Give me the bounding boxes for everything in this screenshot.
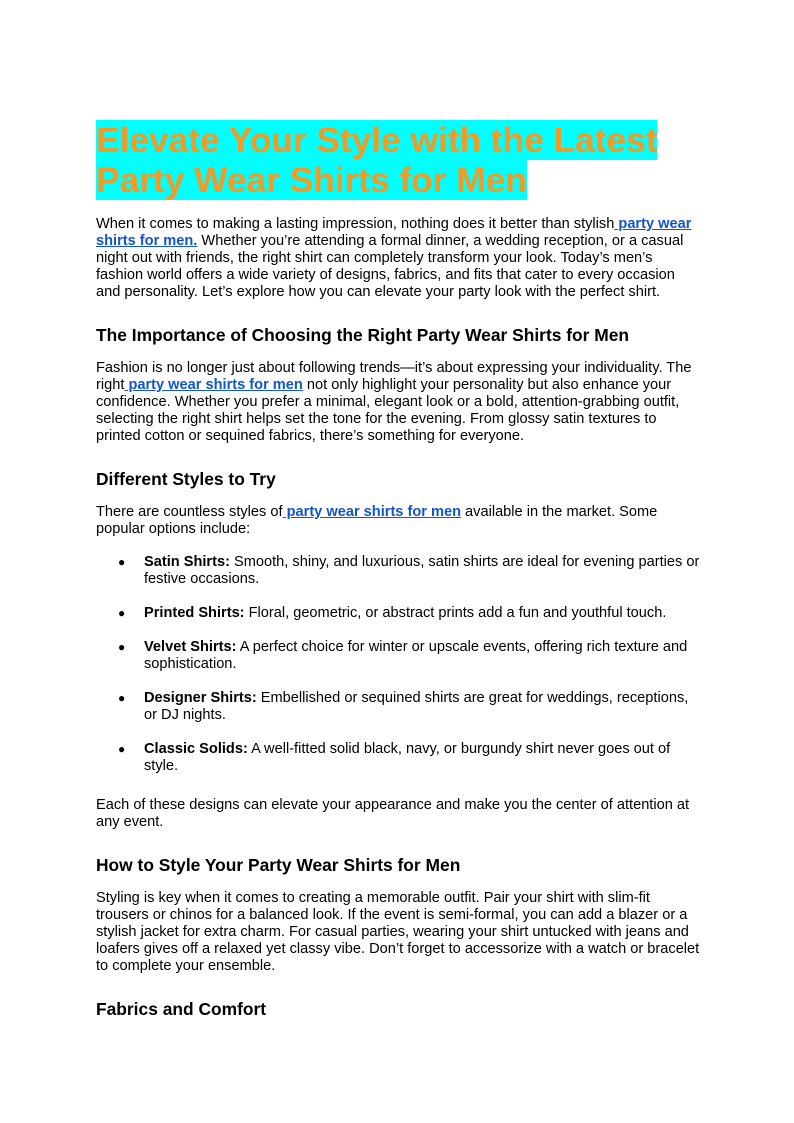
bullet-icon: ● — [118, 606, 126, 620]
document-page — [96, 120, 700, 1020]
fabrics-heading: Fabrics and Comfort — [96, 999, 267, 1019]
list-item-text: A perfect choice for winter or upscale events, offering rich texture and sophistication. — [144, 639, 688, 672]
bullet-icon: ● — [118, 555, 126, 569]
page-title — [96, 120, 700, 200]
bullet-icon: ● — [118, 640, 126, 654]
styles-text-before: There are countless styles of — [96, 504, 283, 520]
list-item — [96, 639, 700, 673]
styles-heading: Different Styles to Try — [96, 469, 276, 489]
bullet-icon: ● — [118, 742, 126, 756]
list-item — [96, 554, 700, 588]
list-item-text: Smooth, shiny, and luxurious, satin shirts are ideal for evening parties or festive occasions. — [144, 554, 700, 587]
list-item-name: Classic Solids: — [144, 741, 248, 757]
importance-text-before: Fashion is no longer just about following trends—it’s about expressing your individuality. The right — [96, 360, 692, 393]
importance-link[interactable]: party wear shirts for men — [124, 377, 303, 393]
importance-text-after: not only highlight your personality but also enhance your confidence. Whether you prefer a minimal, elegant look or a bold, attention-grabbing outfit, selecting the right shirt helps set the tone for the evening. From glossy satin textures to printed cotton or sequined fabrics, there’s something for everyone. — [96, 377, 680, 444]
importance-heading: The Importance of Choosing the Right Party Wear Shirts for Men — [96, 325, 630, 345]
intro-text-before: When it comes to making a lasting impression, nothing does it better than stylish — [96, 216, 615, 232]
list-item-name: Printed Shirts: — [144, 605, 245, 621]
title-line-2: Party Wear Shirts for Men — [96, 160, 527, 200]
list-item-text: Embellished or sequined shirts are great for weddings, receptions, or DJ nights. — [144, 690, 689, 723]
styles-text-after: available in the market. Some popular options include: — [96, 504, 658, 537]
intro-paragraph — [96, 216, 700, 301]
intro-link[interactable]: party wear shirts for men. — [96, 216, 692, 249]
list-item-text: Floral, geometric, or abstract prints add a fun and youthful touch. — [244, 605, 667, 621]
list-item — [96, 741, 700, 775]
bullet-icon: ● — [118, 691, 126, 705]
styles-list — [96, 554, 700, 775]
styles-paragraph — [96, 504, 700, 538]
list-item — [96, 690, 700, 724]
styles-link[interactable]: party wear shirts for men — [282, 504, 461, 520]
title-line-1: Elevate Your Style with the Latest — [96, 120, 658, 160]
how-to-style-heading: How to Style Your Party Wear Shirts for Men — [96, 855, 461, 875]
styles-closing-paragraph: Each of these designs can elevate your appearance and make you the center of attention at any event. — [96, 797, 690, 830]
intro-text-after: Whether you’re attending a formal dinner, a wedding reception, or a casual night out with friends, the right shirt can completely transform your look. Today’s men’s fashion world offers a wide variety of designs, fabrics, and fits that cater to every occasion and personality. Let’s explore how you can elevate your party look with the perfect shirt. — [96, 233, 684, 300]
importance-paragraph — [96, 360, 700, 445]
list-item-name: Designer Shirts: — [144, 690, 257, 706]
how-to-style-paragraph: Styling is key when it comes to creating a memorable outfit. Pair your shirt with slim-fit trousers or chinos for a balanced look. If the event is semi-formal, you can add a blazer or a stylish jacket for extra charm. For casual parties, wearing your shirt untucked with jeans and loafers gives off a relaxed yet classy vibe. Don’t forget to accessorize with a watch or bracelet to complete your ensemble. — [96, 890, 700, 974]
list-item — [96, 605, 700, 622]
list-item-text: A well-fitted solid black, navy, or burgundy shirt never goes out of style. — [144, 741, 671, 774]
list-item-name: Satin Shirts: — [144, 554, 230, 570]
list-item-name: Velvet Shirts: — [144, 639, 237, 655]
